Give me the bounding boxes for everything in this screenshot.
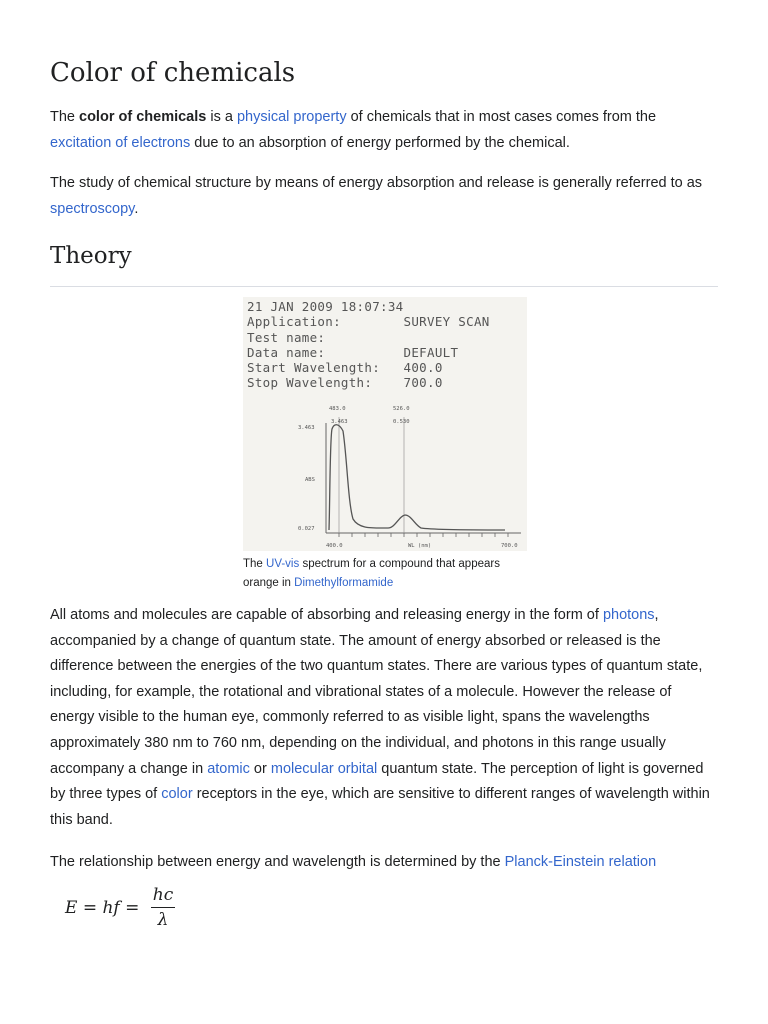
physical-property-link[interactable]: physical property bbox=[236, 109, 347, 125]
formula-equals: = bbox=[77, 897, 103, 918]
formula-equals: = bbox=[119, 897, 145, 918]
scan-header-line: Data name: DEFAULT bbox=[247, 344, 459, 360]
intro-paragraph bbox=[50, 104, 718, 156]
intro-text-3: of chemicals that in most cases comes from the bbox=[346, 109, 657, 125]
spectrum-curve bbox=[329, 425, 505, 530]
y-axis-label: ABS bbox=[305, 477, 315, 483]
scan-header-line: Test name: bbox=[247, 329, 326, 345]
caption-text-1: The bbox=[243, 558, 267, 570]
intro-text-4: due to an absorption of energy performed by the chemical. bbox=[190, 135, 570, 151]
spectroscopy-link[interactable]: spectroscopy bbox=[50, 201, 135, 217]
caption-text-2: spectrum for a compound that appears orange in bbox=[243, 558, 500, 589]
photons-link[interactable]: photons bbox=[602, 607, 655, 623]
y-bottom-label: 0.027 bbox=[298, 526, 315, 532]
planck-einstein-relation-link[interactable]: Planck-Einstein relation bbox=[504, 854, 657, 870]
page-title: Color of chemicals bbox=[50, 58, 296, 88]
uv-vis-link[interactable]: UV-vis bbox=[266, 558, 300, 570]
scan-header-line: Application: SURVEY SCAN bbox=[247, 314, 490, 330]
peak2-abs-label: 0.530 bbox=[393, 419, 410, 425]
intro-bold-term: color of chemicals bbox=[79, 109, 207, 125]
x-axis-label: WL (nm) bbox=[408, 543, 432, 549]
section-divider bbox=[50, 286, 718, 287]
molecular-orbital-link[interactable]: molecular orbital bbox=[270, 760, 378, 777]
y-top-label: 3.463 bbox=[298, 425, 315, 431]
para3-text-5: receptors in the eye, which are sensitive to different ranges of wavelength within this band. bbox=[50, 786, 710, 828]
para2-text-1: The study of chemical structure by means of energy absorption and release is generally referred to as bbox=[50, 175, 703, 191]
peak1-abs-label: 3.463 bbox=[331, 419, 348, 425]
spectrum-image[interactable] bbox=[243, 297, 527, 551]
scan-header-line: Stop Wavelength: 700.0 bbox=[247, 375, 443, 391]
formula-fraction bbox=[151, 885, 175, 930]
para3-text-4: quantum state. The perception of light is governed by three types of bbox=[50, 760, 704, 803]
peak2-wavelength-label: 526.0 bbox=[393, 406, 410, 412]
peak1-wavelength-label: 483.0 bbox=[329, 406, 346, 412]
scan-header-line: Start Wavelength: 400.0 bbox=[247, 360, 443, 376]
formula-energy: E bbox=[65, 897, 78, 918]
para4-text-1: The relationship between energy and wavelength is determined by the bbox=[50, 854, 505, 870]
formula-numerator: hc bbox=[151, 885, 175, 908]
x-axis-ticks bbox=[339, 533, 508, 537]
dimethylformamide-link[interactable]: Dimethylformamide bbox=[294, 577, 394, 589]
excitation-of-electrons-link[interactable]: excitation of electrons bbox=[50, 135, 191, 151]
para3-text-3: or bbox=[249, 760, 271, 777]
formula-hf: hf bbox=[102, 897, 120, 918]
figure-caption bbox=[243, 555, 528, 593]
spectrum-figure bbox=[243, 297, 528, 593]
planck-paragraph bbox=[50, 849, 718, 875]
x-right-label: 700.0 bbox=[501, 543, 518, 549]
atomic-link[interactable]: atomic bbox=[207, 760, 250, 777]
para3-text-1: All atoms and molecules are capable of absorbing and releasing energy in the form of bbox=[50, 607, 603, 623]
scan-header-line: 21 JAN 2009 18:07:34 bbox=[247, 299, 404, 314]
theory-paragraph bbox=[50, 603, 718, 833]
x-left-label: 400.0 bbox=[326, 543, 343, 549]
spectroscopy-paragraph bbox=[50, 170, 718, 222]
intro-text-2: is a bbox=[206, 109, 237, 125]
spectrum-plot bbox=[243, 297, 527, 551]
planck-einstein-formula bbox=[65, 885, 175, 930]
para2-text-2: . bbox=[134, 201, 139, 217]
color-link[interactable]: color bbox=[161, 786, 193, 803]
section-heading-theory: Theory bbox=[50, 243, 132, 269]
para3-text-2: , accompanied by a change of quantum state. The amount of energy absorbed or released is the difference between the energies of the two quantum states. There are various types of quantum state, including, for example, the rotational and vibrational states of a molecule. However the release of energy visible to the human eye, commonly referred to as visible light, spans the wavelengths approximately 380 nm to 760 nm, depending on the individual, and photons in this range usually accompany a change in bbox=[50, 607, 703, 777]
formula-denominator: λ bbox=[157, 910, 169, 930]
intro-text-1: The bbox=[50, 109, 80, 125]
